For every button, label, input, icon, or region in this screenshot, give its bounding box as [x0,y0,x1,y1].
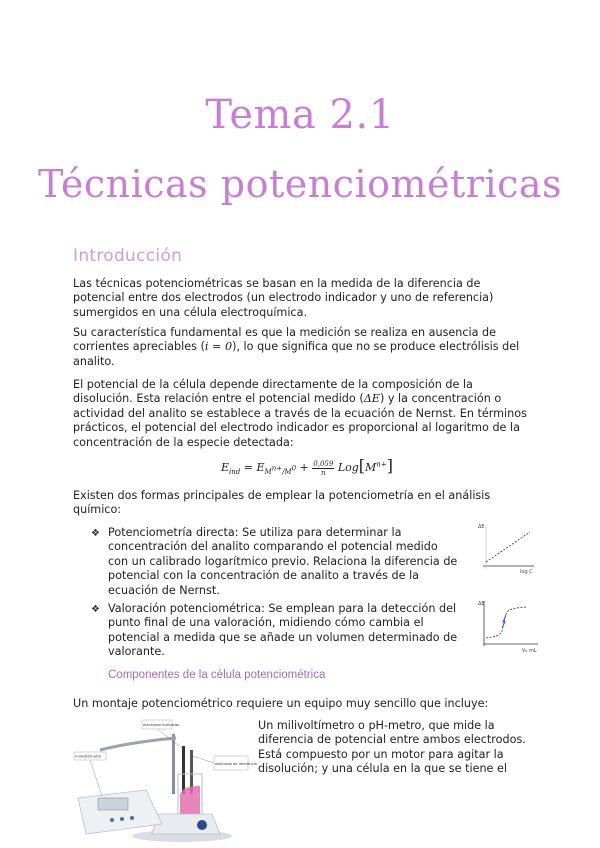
eq-text: /M [282,468,292,477]
paragraph-forms: Existen dos formas principales de emplear la potenciometría en el análisis químico: [73,489,491,517]
meter-button [130,816,134,820]
eq-symbol: E [221,461,230,474]
section-heading-components: Componentes de la célula potenciométrica [108,669,326,681]
stand-arm [100,738,176,750]
eq-subscript: ind [229,468,241,477]
stirrer-knob [197,820,207,830]
label-reference: electrodo de referencia [215,762,257,766]
paragraph-nernst [73,378,528,450]
bullet-icon: ❖ [91,604,100,615]
meter-button [120,817,124,821]
inline-math: i = 0 [204,340,233,354]
eq-denominator: n [321,468,326,477]
label-pointer [90,760,102,796]
nernst-equation [221,456,393,477]
beaker-solution [180,786,200,816]
paragraph-equipment: Un milivoltímetro o pH-metro, que mide la diferencia de potencial entre ambos electrodos. Está compuesto por un motor para agitar la disolución; y una célula en la que se tiene el [258,719,526,776]
paragraph-text: Su característica fundamental es que la medición se realiza en ausencia de corrientes apreciables ( [73,326,497,354]
page-title: Tema 2.1 [205,92,395,138]
graph-y-label: ΔE [478,601,485,607]
titration-graph [478,598,540,654]
inline-math: ΔE [363,392,380,406]
eq-superscript: n+ [271,464,283,473]
graph-line [486,532,530,562]
calibration-graph [478,522,536,574]
eq-subscript [264,464,297,477]
label-pointer [193,756,214,763]
meter-body [78,790,162,834]
graph-curve [486,607,526,638]
graph-x-label: V₀ mL [522,648,537,654]
equivalence-arrow-icon [502,615,506,628]
paragraph-text: ), lo que significa que no se produce electrólisis del analito. [73,340,520,368]
paragraph-intro: Las técnicas potenciométricas se basan en la medida de la diferencia de potencial entre dos electrodos (un electrodo indicador y uno de referencia) sumergidos en una célula electroquímica. [73,277,494,319]
meter-button [110,818,114,822]
eq-bracket: ] [386,456,393,475]
electrode-indicator [182,746,185,794]
eq-text: M [264,468,272,477]
eq-superscript: 0 [291,464,297,473]
meter-display [98,798,128,810]
eq-symbol: + [296,461,313,474]
label-indicator: electrodo indicador [143,722,180,727]
section-heading-intro: Introducción [73,246,183,266]
stand-rod [172,734,175,794]
graph-x-label: log C [520,569,533,575]
graph-y-label: ΔE [478,524,485,530]
paragraph-characteristic [73,326,528,369]
eq-symbol: Log [337,461,359,474]
eq-superscript: n+ [376,460,387,469]
eq-fraction [312,460,334,477]
list-item-titration: Valoración potenciométrica: Se emplean para la detección del punto final de una valoración, midiendo cómo cambia el potencial a medida que se añade un volumen determinado de valorante. [108,602,458,659]
paragraph-setup: Un montaje potenciométrico requiere un equipo muy sencillo que incluye: [73,697,489,710]
list-item-direct: Potenciometría directa: Se utiliza para determinar la concentración del analito comparando el potencial medido con un calibrado logarítmico previo. Relaciona la diferencia de potencial con la concentración de analito a través de la ecuación de Nernst. [108,526,458,597]
eq-symbol: = E [240,461,265,474]
eq-bracket: [ [358,456,366,475]
bullet-icon: ❖ [91,528,100,539]
label-meter: milivoltímetro [75,753,102,759]
potentiometer-photo [72,716,257,844]
page-subtitle: Técnicas potenciométricas [37,162,563,206]
paragraph-text: El potencial de la célula depende directamente de la composición de la disolución. Esta relación entre el potencial medido ( [73,378,473,406]
eq-symbol: M [365,461,377,474]
eq-numerator: 0,059 [313,459,334,468]
paragraph-text: ) y la concentración o actividad del analito se establece a través de la ecuación de Nernst. En términos prácticos, el potencial del electrodo indicador es proporcional al logaritmo de la concentración de la especie detectada: [73,392,527,449]
